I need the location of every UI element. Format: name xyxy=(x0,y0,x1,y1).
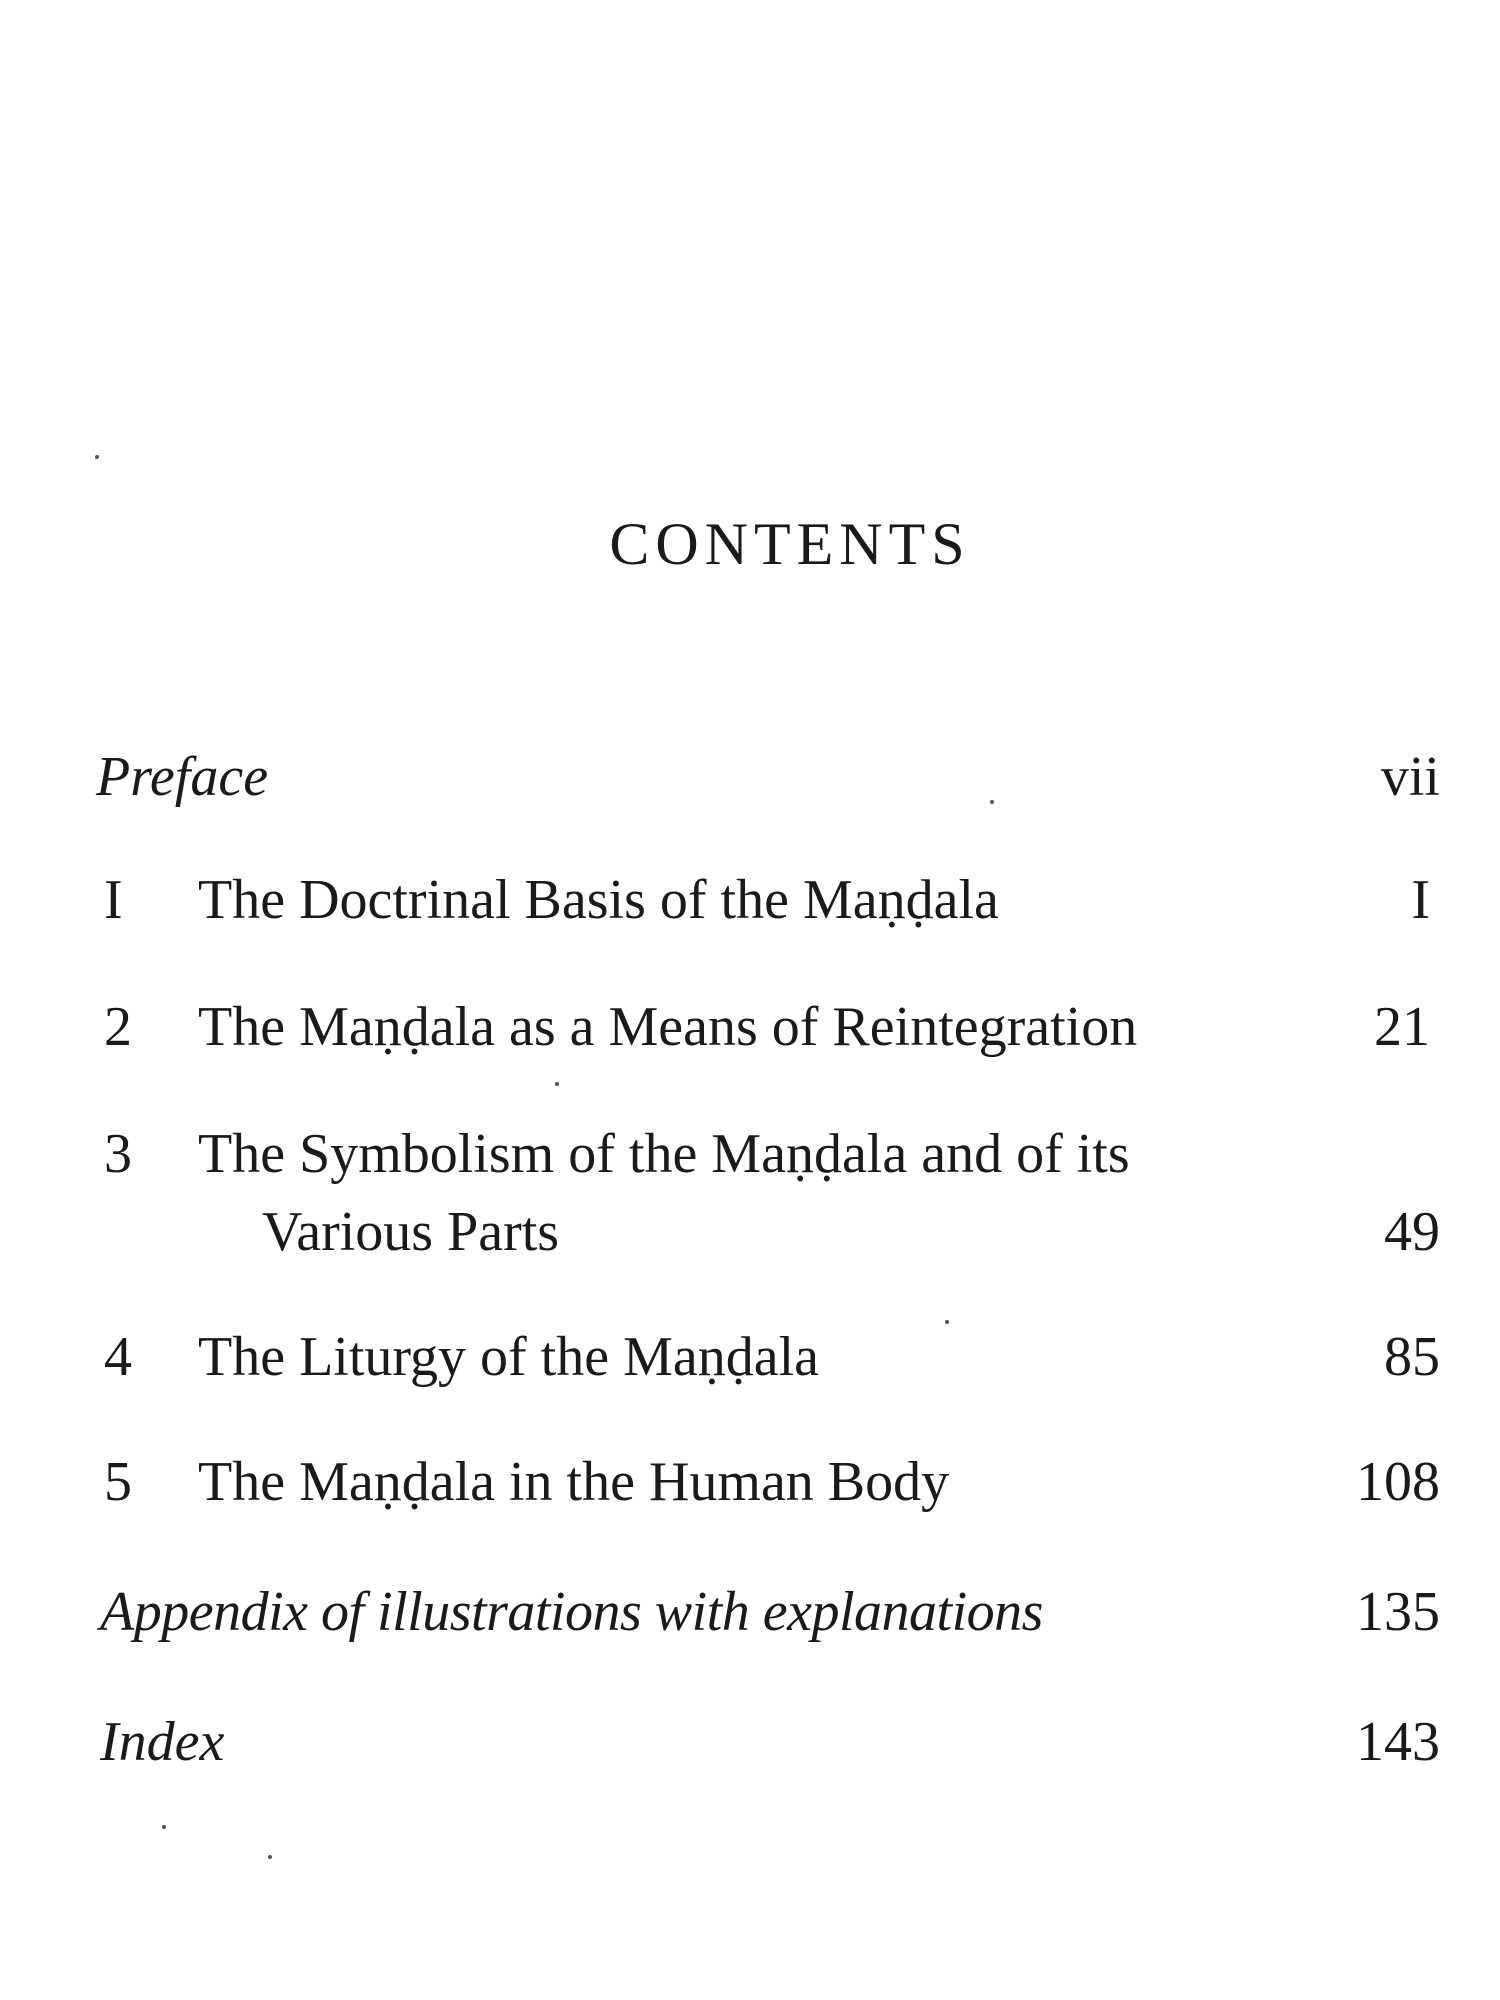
scan-speck xyxy=(990,800,994,804)
chapter-page: 108 xyxy=(1356,1451,1440,1513)
toc-entry-chapter-3-continued xyxy=(0,1200,1500,1290)
chapter-title: The Liturgy of the Maṇḍala xyxy=(198,1326,820,1388)
appendix-page: 135 xyxy=(1356,1581,1440,1643)
toc-entry-appendix xyxy=(0,1580,1500,1670)
chapter-title: The Doctrinal Basis of the Maṇḍala xyxy=(198,869,999,931)
index-page: 143 xyxy=(1356,1711,1440,1773)
chapter-number: 3 xyxy=(104,1123,132,1185)
chapter-title-line-2: Various Parts xyxy=(262,1201,560,1263)
chapter-number: 5 xyxy=(104,1451,132,1513)
toc-entry-chapter-4 xyxy=(0,1325,1500,1415)
toc-entry-index xyxy=(0,1710,1500,1800)
scan-speck xyxy=(945,1320,949,1324)
toc-entry-chapter-3 xyxy=(0,1122,1500,1212)
preface-page: vii xyxy=(1380,746,1440,808)
toc-entry-chapter-2 xyxy=(0,995,1500,1085)
chapter-number: I xyxy=(104,869,123,931)
chapter-number: 4 xyxy=(104,1326,132,1388)
scan-speck xyxy=(162,1825,166,1829)
chapter-title: The Maṇḍala in the Human Body xyxy=(198,1451,950,1513)
index-label: Index xyxy=(100,1711,225,1773)
scan-speck xyxy=(268,1855,272,1859)
toc-entry-chapter-5 xyxy=(0,1450,1500,1540)
chapter-title-line-1: The Symbolism of the Maṇḍala and of its xyxy=(198,1123,1130,1185)
chapter-title: The Maṇḍala as a Means of Reintegration xyxy=(198,996,1138,1058)
chapter-page: 49 xyxy=(1384,1201,1440,1263)
page-title: CONTENTS xyxy=(609,511,971,577)
chapter-number: 2 xyxy=(104,996,132,1058)
scan-speck xyxy=(555,1082,559,1086)
preface-label: Preface xyxy=(96,746,269,808)
appendix-label: Appendix of illustrations with explanations xyxy=(100,1581,1043,1643)
toc-entry-chapter-1 xyxy=(0,868,1500,958)
toc-entry-preface xyxy=(0,745,1500,835)
chapter-page: 21 xyxy=(1374,996,1430,1058)
chapter-page: I xyxy=(1411,869,1430,931)
chapter-page: 85 xyxy=(1384,1326,1440,1388)
scan-speck xyxy=(95,455,99,459)
